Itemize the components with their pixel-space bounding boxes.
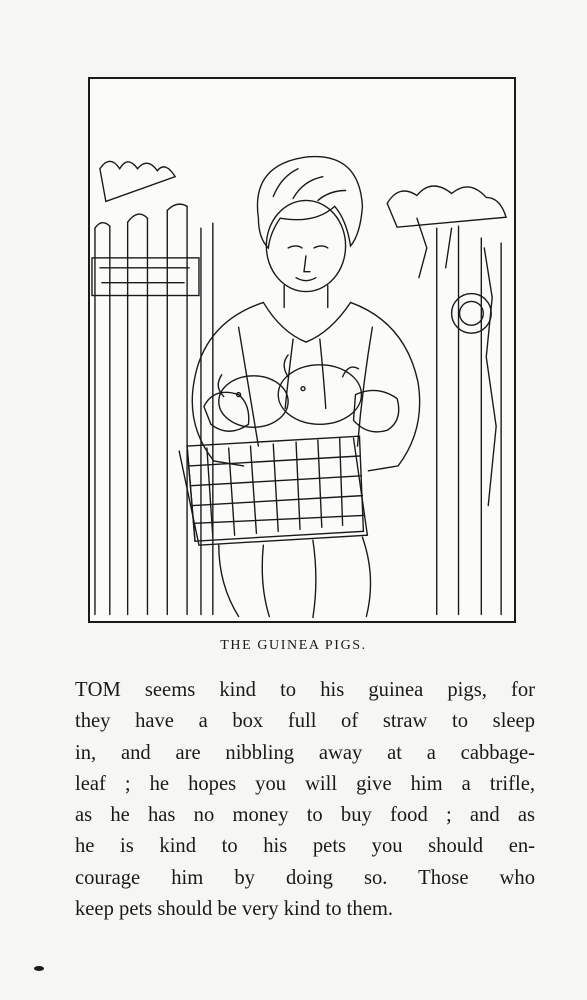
boy-with-guinea-pigs-illustration <box>90 79 514 621</box>
drop-word-rest: OM <box>87 679 121 701</box>
ink-speck <box>34 966 44 971</box>
text-line-5: as he has no money to buy food ; and as <box>75 804 535 827</box>
illustration-plate <box>88 77 516 623</box>
text-line-8: keep pets should be very kind to them. <box>75 898 393 921</box>
text-line-6: he is kind to his pets you should en- <box>75 835 535 858</box>
story-paragraph <box>75 675 535 925</box>
illustration-caption: THE GUINEA PIGS. <box>220 638 367 653</box>
text-line-1 <box>75 675 535 706</box>
text-line-2: they have a box full of straw to sleep <box>75 710 535 733</box>
text-line-4: leaf ; he hopes you will give him a trifle, <box>75 772 535 795</box>
drop-word-first: T <box>75 679 88 701</box>
text-line-7: courage him by doing so. Those who <box>75 866 535 889</box>
line-1-text: seems kind to his guinea pigs, for <box>120 679 535 701</box>
text-line-3: in, and are nibbling away at a cabbage- <box>75 741 535 764</box>
